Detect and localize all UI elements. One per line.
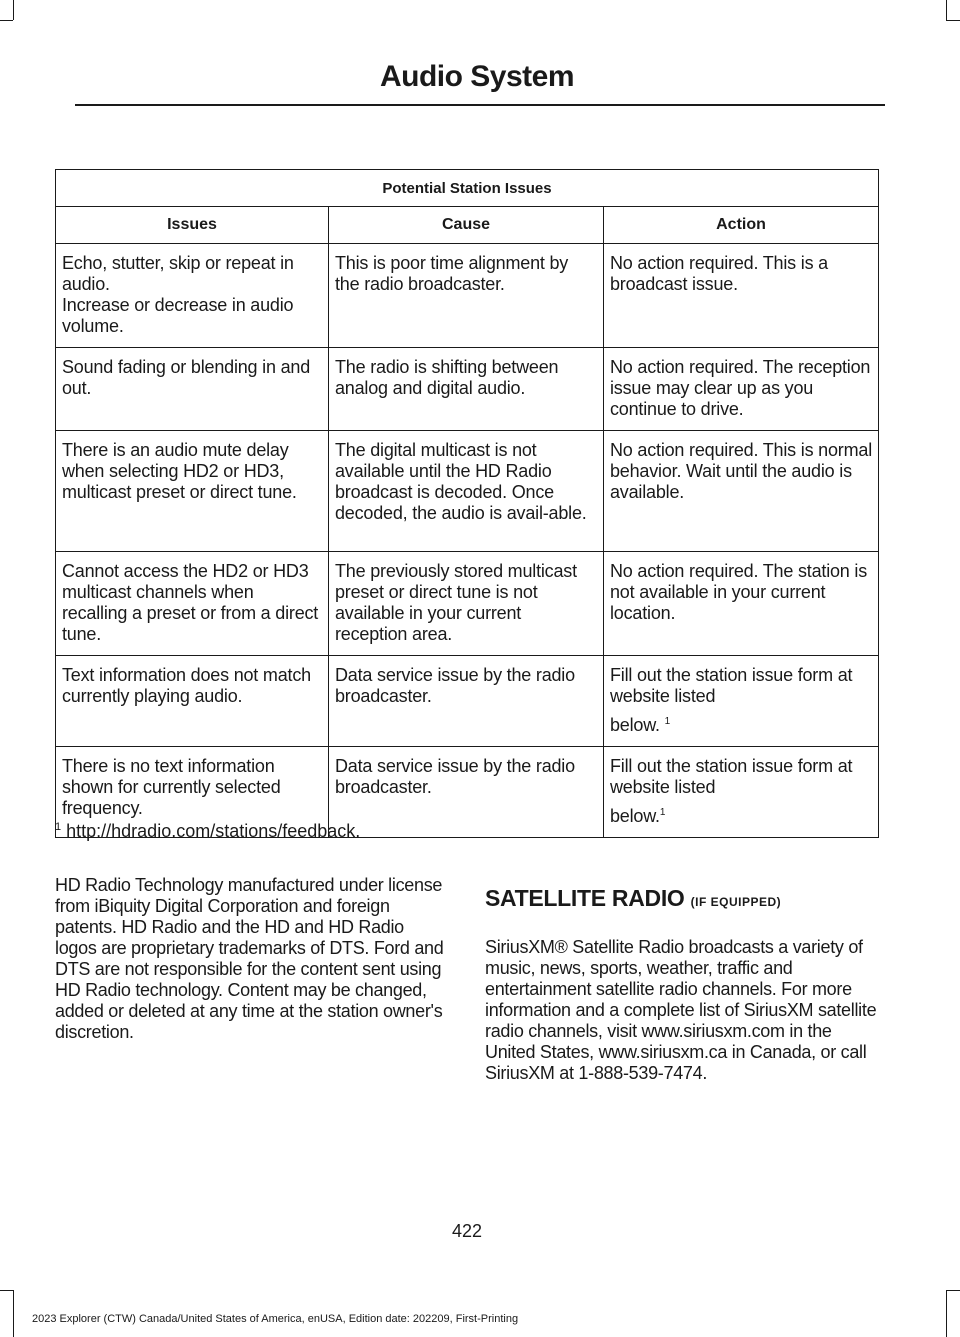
table-footnote (55, 821, 360, 842)
cause-cell: The digital multicast is not available until the HD Radio broadcast is decoded. Once decoded, the audio is avail-able. (329, 431, 604, 552)
crop-mark (946, 1290, 947, 1337)
issue-cell: Cannot access the HD2 or HD3 multicast channels when recalling a preset or from a direct tune. (56, 552, 329, 656)
action-cell: No action required. This is a broadcast issue. (604, 244, 879, 348)
footnote-ref: 1 (664, 716, 671, 727)
action-cell (604, 747, 879, 838)
section-title: SATELLITE RADIO (485, 885, 685, 911)
table-caption: Potential Station Issues (56, 170, 879, 207)
crop-mark (13, 0, 14, 20)
issue-cell: Text information does not match currently playing audio. (56, 656, 329, 747)
action-text: Fill out the station issue form at website listed (610, 756, 853, 797)
station-issues-table (55, 169, 879, 838)
title-divider (75, 104, 885, 106)
column-header-cause: Cause (329, 207, 604, 244)
issue-cell: Sound fading or blending in and out. (56, 348, 329, 431)
hd-radio-paragraph: HD Radio Technology manufactured under license from iBiquity Digital Corporation and foreign patents. HD Radio and the HD and HD Radio logos are proprietary trademarks of DTS. Ford and DTS are not responsible for the content sent using HD Radio technology. Content may be changed, added or deleted at any time at the station owner's discretion. (55, 875, 444, 1042)
crop-mark (0, 1290, 13, 1291)
crop-mark (946, 20, 960, 21)
table-row (56, 244, 879, 348)
action-cell: No action required. The station is not available in your current location. (604, 552, 879, 656)
action-tail: below. (610, 806, 660, 826)
section-qualifier: (IF EQUIPPED) (690, 895, 782, 909)
cause-cell: The radio is shifting between analog and digital audio. (329, 348, 604, 431)
cause-cell: Data service issue by the radio broadcaster. (329, 656, 604, 747)
action-cell: No action required. The reception issue may clear up as you continue to drive. (604, 348, 879, 431)
column-header-action: Action (604, 207, 879, 244)
action-text-tail (610, 806, 872, 827)
crop-mark (13, 1290, 14, 1337)
cause-cell: This is poor time alignment by the radio broadcaster. (329, 244, 604, 348)
crop-mark (946, 0, 947, 20)
action-tail: below. (610, 715, 660, 735)
action-cell: No action required. This is normal behavior. Wait until the audio is available. (604, 431, 879, 552)
action-text-tail (610, 715, 872, 736)
crop-mark (0, 20, 13, 21)
table-row (56, 656, 879, 747)
section-heading (485, 885, 781, 912)
footnote-marker: 1 (55, 821, 62, 833)
issue-text: Echo, stutter, skip or repeat in audio. (62, 253, 294, 294)
page-number: 422 (451, 1221, 483, 1241)
edition-line: 2023 Explorer (CTW) Canada/United States of America, enUSA, Edition date: 202209, First-Printing (32, 1313, 519, 1325)
issue-cell: There is no text information shown for currently selected frequency. (56, 747, 329, 838)
cause-cell: The previously stored multicast preset or direct tune is not available in your current reception area. (329, 552, 604, 656)
table-header-row (56, 207, 879, 244)
footnote-text: http://hdradio.com/stations/feedback. (61, 821, 361, 841)
satellite-radio-paragraph: SiriusXM® Satellite Radio broadcasts a variety of music, news, sports, weather, traffic and entertainment satellite radio channels. For more information and a complete list of SiriusXM satellite radio channels, visit www.siriusxm.com in the United States, www.siriusxm.ca in Canada, or call SiriusXM at 1-888-539-7474. (485, 937, 877, 1083)
table-caption-row (56, 170, 879, 207)
action-cell (604, 656, 879, 747)
issue-cell (56, 244, 329, 348)
table-row (56, 348, 879, 431)
column-header-issues: Issues (56, 207, 329, 244)
footnote-ref: 1 (659, 807, 666, 818)
crop-mark (946, 1290, 960, 1291)
table-row (56, 431, 879, 552)
issue-text: Increase or decrease in audio volume. (62, 295, 294, 336)
table-row (56, 552, 879, 656)
cause-cell: Data service issue by the radio broadcaster. (329, 747, 604, 838)
issue-cell: There is an audio mute delay when selecting HD2 or HD3, multicast preset or direct tune. (56, 431, 329, 552)
page-title: Audio System (379, 60, 574, 93)
action-text: Fill out the station issue form at website listed (610, 665, 853, 706)
